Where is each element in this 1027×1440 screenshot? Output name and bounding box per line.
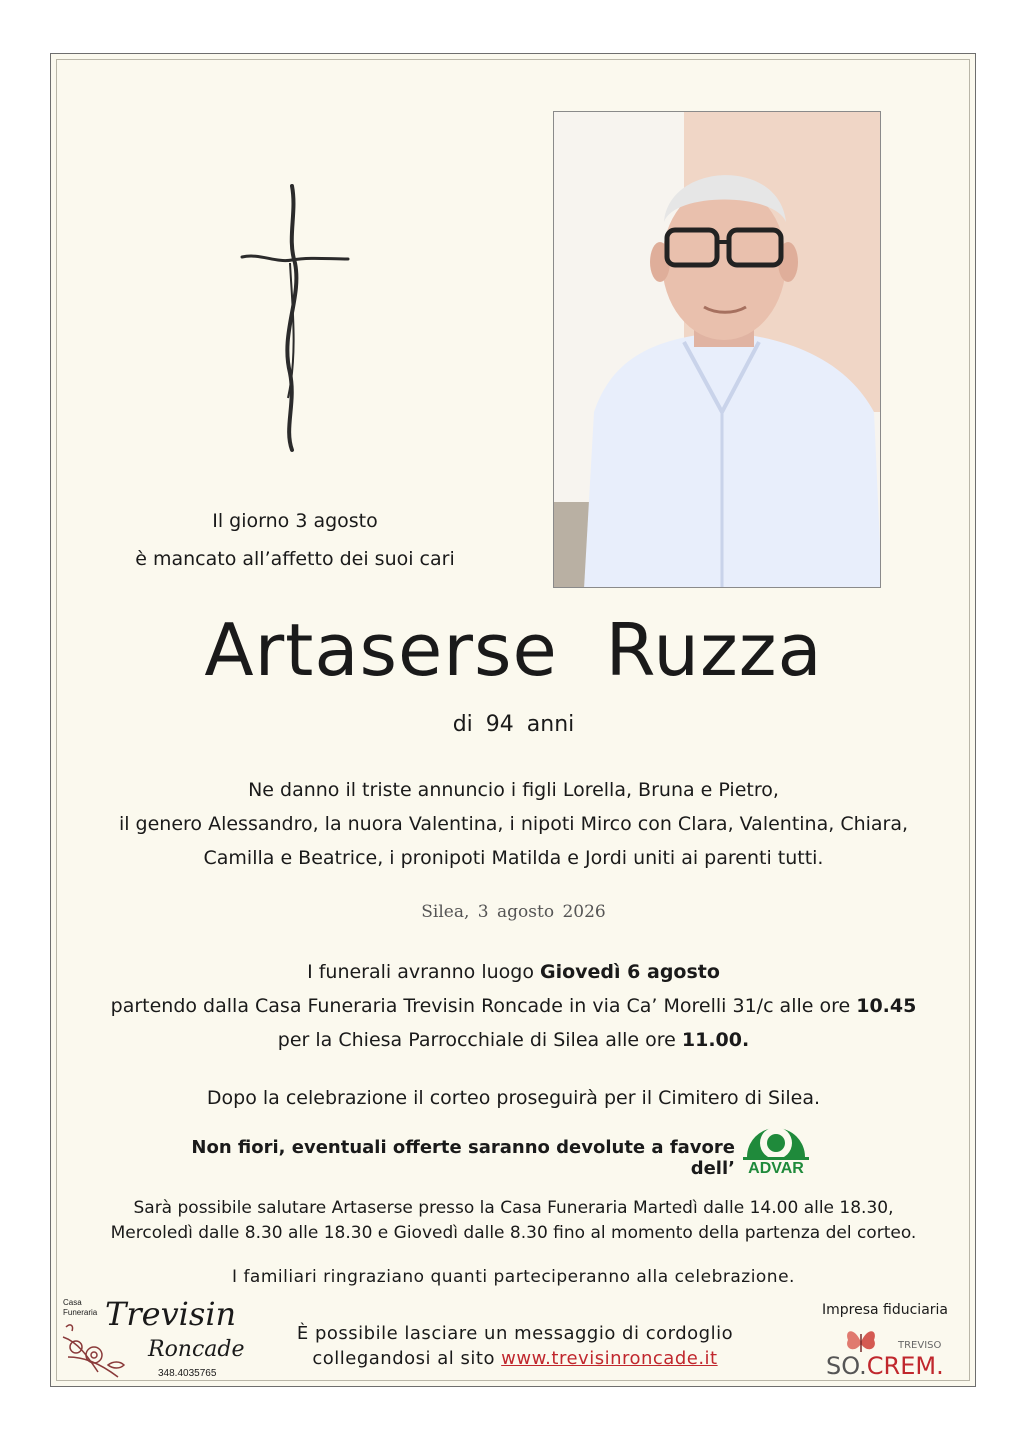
after-ceremony: Dopo la celebrazione il corteo proseguirà per il Cimitero di Silea. bbox=[206, 1087, 821, 1109]
deceased-name: Artaserse Ruzza bbox=[204, 608, 823, 692]
logo-sub: Roncade bbox=[148, 1337, 245, 1362]
funeral-line-1-text: I funerali avranno luogo bbox=[307, 961, 540, 983]
socrem-logo bbox=[818, 1302, 952, 1382]
deceased-photo bbox=[553, 111, 881, 588]
visiting-line-2: Mercoledì dalle 8.30 alle 18.30 e Giovedì dalle 8.30 fino al momento della partenza del corteo. bbox=[110, 1223, 917, 1243]
intro-line-1: Il giorno 3 agosto bbox=[212, 510, 378, 532]
condolence-line-2-text: collegandosi al sito bbox=[312, 1348, 502, 1369]
logo-brand bbox=[826, 1352, 944, 1380]
logo-phone: 348.4035765 bbox=[158, 1368, 217, 1379]
visiting-line-1: Sarà possibile salutare Artaserse presso la Casa Funeraria Martedì dalle 14.00 alle 18.30, bbox=[133, 1198, 894, 1218]
logo-small-1: Casa bbox=[63, 1298, 82, 1307]
visiting-hours bbox=[0, 1196, 1027, 1246]
logo-caption: Impresa fiduciaria bbox=[821, 1302, 948, 1318]
advar-label: ADVAR bbox=[748, 1160, 804, 1177]
condolence-line-1: È possibile lasciare un messaggio di cordoglio bbox=[296, 1323, 734, 1344]
cross-icon bbox=[240, 183, 350, 453]
funeral-line-1 bbox=[0, 955, 1027, 989]
funeral-date: Giovedì 6 agosto bbox=[540, 961, 720, 983]
funeral-church-time: 11.00. bbox=[681, 1029, 750, 1051]
place-date: Silea, 3 agosto 2026 bbox=[421, 902, 606, 922]
deceased-age: di 94 anni bbox=[452, 712, 575, 737]
logo-brand-1: SO. bbox=[826, 1352, 867, 1380]
website-link[interactable]: www.trevisinroncade.it bbox=[501, 1348, 718, 1369]
announcement-line-1: Ne danno il triste annuncio i figli Lorella, Bruna e Pietro, bbox=[248, 779, 779, 801]
flowers-note: Non fiori, eventuali offerte saranno devolute a favore dell’ bbox=[191, 1137, 735, 1179]
logo-casa-label bbox=[63, 1298, 97, 1318]
trevisin-logo bbox=[58, 1295, 248, 1381]
funeral-line-3-text: per la Chiesa Parrocchiale di Silea alle ore bbox=[277, 1029, 682, 1051]
logo-city: TREVISO bbox=[898, 1340, 942, 1351]
funeral-line-2-text: partendo dalla Casa Funeraria Trevisin Roncade in via Ca’ Morelli 31/c alle ore bbox=[110, 995, 857, 1017]
thanks-note: I familiari ringraziano quanti parteciperanno alla celebrazione. bbox=[232, 1267, 795, 1287]
logo-brand-2: CREM. bbox=[866, 1352, 944, 1380]
advar-logo bbox=[737, 1113, 815, 1183]
announcement-line-2: il genero Alessandro, la nuora Valentina, i nipoti Mirco con Clara, Valentina, Chiara, bbox=[118, 813, 909, 835]
logo-name: Trevisin bbox=[105, 1295, 237, 1333]
funeral-departure-time: 10.45 bbox=[856, 995, 917, 1017]
funeral-line-2 bbox=[0, 989, 1027, 1023]
intro-line-2: è mancato all’affetto dei suoi cari bbox=[135, 548, 455, 570]
condolence-message bbox=[250, 1321, 780, 1371]
funeral-line-3 bbox=[0, 1023, 1027, 1057]
logo-small-2: Funeraria bbox=[63, 1308, 98, 1317]
announcement-line-3: Camilla e Beatrice, i pronipoti Matilda e Jordi uniti ai parenti tutti. bbox=[203, 847, 824, 869]
condolence-line-2 bbox=[250, 1346, 780, 1371]
